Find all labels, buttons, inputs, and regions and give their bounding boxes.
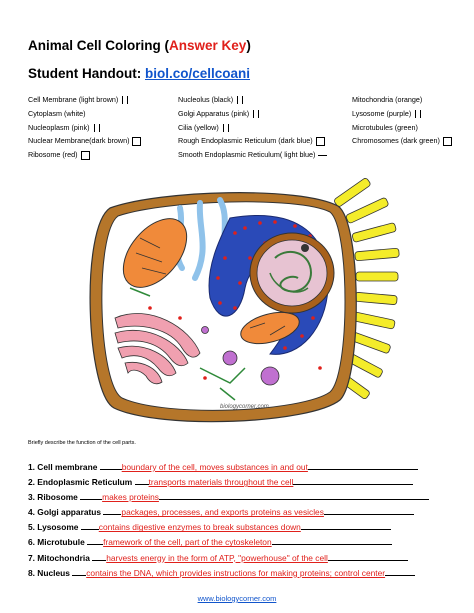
- color-mark: [223, 124, 224, 132]
- question-row: 1. Cell membrane boundary of the cell, moves substances in and out: [28, 460, 448, 475]
- footer-link[interactable]: www.biologycorner.com: [197, 594, 277, 603]
- checkbox-icon: [316, 137, 325, 146]
- legend-item: Nucleolus (black): [178, 93, 327, 107]
- question-row: 2. Endoplasmic Reticulum transports materials throughout the cell: [28, 475, 448, 490]
- color-mark: [420, 110, 421, 118]
- answer-line: [135, 475, 149, 485]
- footer: [0, 594, 474, 603]
- answer-text: packages, processes, and exports proteins as vesicles: [121, 507, 324, 518]
- legend-item: Lysosome (purple): [352, 107, 452, 121]
- title-close-paren: ): [246, 38, 251, 53]
- legend-item: Cytoplasm (white): [28, 108, 86, 118]
- color-mark: [122, 96, 123, 104]
- checkbox-icon: [443, 137, 452, 146]
- answer-line: [87, 535, 103, 545]
- answer-line: [159, 490, 429, 500]
- legend-item: Cell Membrane (light brown): [28, 93, 141, 107]
- color-mark: [99, 124, 100, 132]
- checkbox-icon: [132, 137, 141, 146]
- title-answer-key: Answer Key: [169, 38, 247, 53]
- answer-line: [308, 460, 418, 470]
- answer-line: [80, 490, 102, 500]
- answer-line: [81, 520, 99, 530]
- question-row: 7. Mitochondria harvests energy in the form of ATP, "powerhouse" of the cell: [28, 551, 448, 566]
- diagram-credit: biologycorner.com: [220, 404, 269, 410]
- legend-item: Smooth Endoplasmic Reticulum( light blue): [178, 148, 327, 162]
- color-mark: [258, 110, 259, 118]
- legend-item: Rough Endoplasmic Reticulum (dark blue): [178, 134, 327, 148]
- color-mark: [94, 124, 95, 132]
- question-list: [28, 460, 448, 581]
- legend-col-2: [178, 93, 327, 162]
- answer-line: [72, 566, 86, 576]
- legend-item: Ribosome (red): [28, 148, 141, 162]
- answer-line: [272, 535, 392, 545]
- animal-cell-diagram: [70, 178, 400, 440]
- answer-text: contains the DNA, which provides instructions for making proteins; control center: [86, 567, 386, 578]
- nucleus: [250, 233, 334, 313]
- legend-item: Golgi Apparatus (pink): [178, 107, 327, 121]
- page-title: [28, 38, 251, 53]
- answer-line: [293, 475, 413, 485]
- answer-line: [385, 566, 415, 576]
- legend-item: Cilia (yellow): [178, 121, 327, 135]
- legend-item: Nucleoplasm (pink): [28, 121, 141, 135]
- legend-col-1: [28, 93, 141, 162]
- color-mark: [127, 96, 128, 104]
- legend-item: Mitochondria (orange): [352, 95, 423, 104]
- answer-text: harvests energy in the form of ATP, "powerhouse" of the cell: [106, 552, 328, 563]
- color-mark: [228, 124, 229, 132]
- question-row: 6. Microtubule framework of the cell, part of the cytoskeleton: [28, 535, 448, 550]
- title-text: Animal Cell Coloring (: [28, 38, 170, 53]
- question-row: 8. Nucleus contains the DNA, which provides instructions for making proteins; control center: [28, 566, 448, 581]
- question-row: 3. Ribosome makes proteins: [28, 490, 448, 505]
- handout-label: Student Handout:: [28, 66, 145, 81]
- legend-item: Nuclear Membrane(dark brown): [28, 134, 141, 148]
- answer-text: transports materials throughout the cell: [148, 477, 294, 488]
- answer-text: contains digestive enzymes to break substances down: [98, 522, 301, 533]
- checkbox-icon: [81, 151, 90, 160]
- student-handout: [28, 66, 250, 81]
- answer-line: [100, 460, 122, 470]
- color-mark: [237, 96, 238, 104]
- answer-line: [328, 551, 408, 561]
- answer-text: boundary of the cell, moves substances in and out: [121, 462, 308, 472]
- legend-col-3: [352, 93, 452, 148]
- answer-line: [301, 520, 391, 530]
- color-mark: [415, 110, 416, 118]
- answer-text: makes proteins: [102, 492, 159, 503]
- question-row: 5. Lysosome contains digestive enzymes to break substances down: [28, 520, 448, 535]
- answer-line: [92, 551, 106, 561]
- legend-item: Microtubules (green): [352, 122, 418, 132]
- instructions: Briefly describe the function of the cell parts.: [28, 440, 136, 446]
- question-row: 4. Golgi apparatus packages, processes, and exports proteins as vesicles: [28, 505, 448, 520]
- color-mark: [253, 110, 254, 118]
- color-mark: [242, 96, 243, 104]
- answer-line: [103, 505, 121, 515]
- answer-line: [324, 505, 414, 515]
- handout-link[interactable]: biol.co/cellcoani: [144, 66, 251, 81]
- answer-text: framework of the cell, part of the cytoskeleton: [103, 537, 272, 548]
- checkbox-icon: [318, 155, 327, 156]
- legend-item: Chromosomes (dark green): [352, 134, 452, 148]
